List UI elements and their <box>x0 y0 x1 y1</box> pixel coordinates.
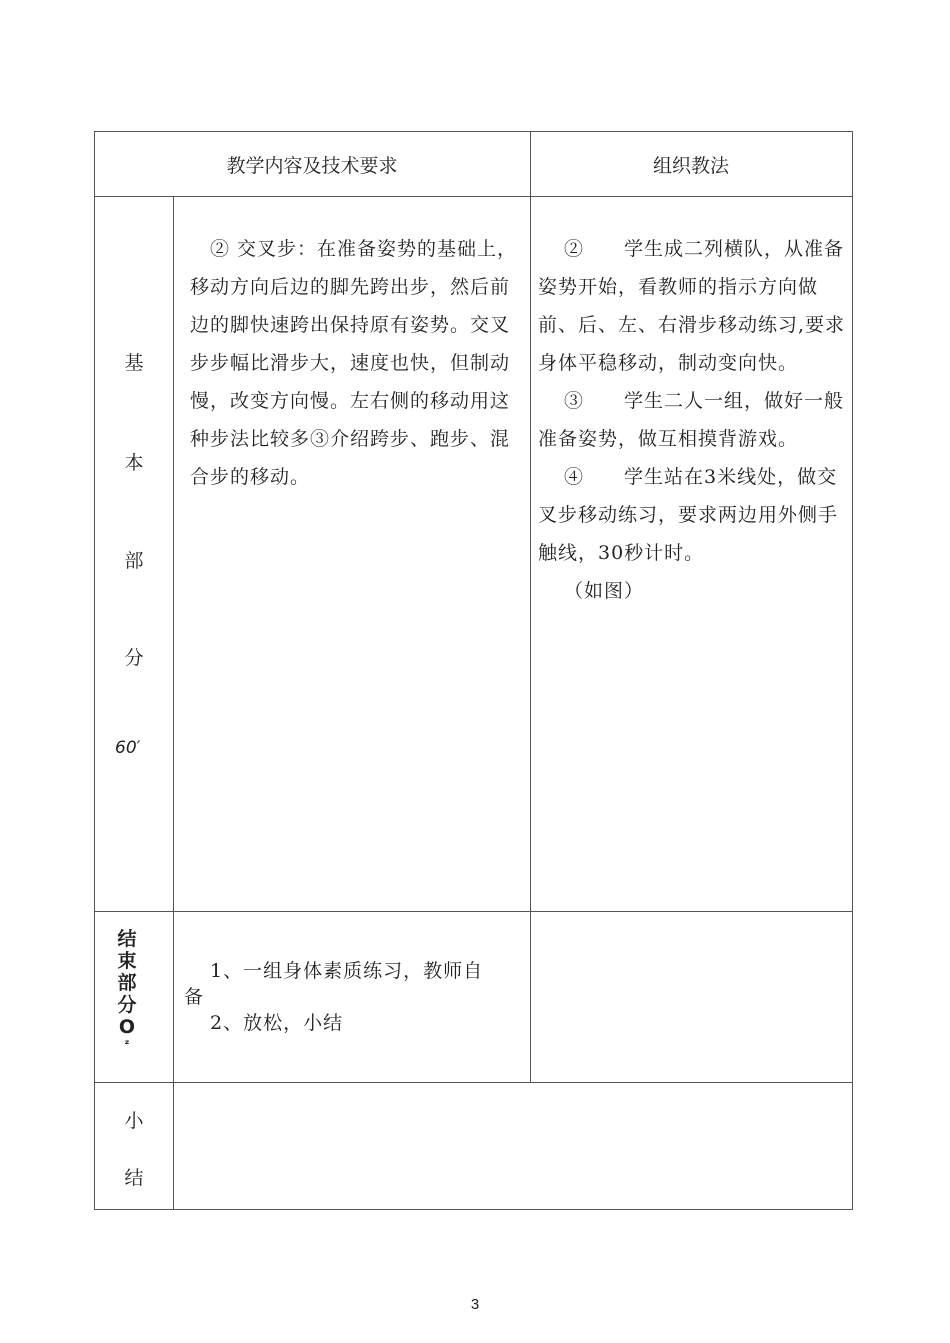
summary-label-char-1: 小 <box>124 1110 144 1132</box>
method-paragraph-3: ③ 学生二人一组，做好一般准备姿势，做互相摸背游戏。 <box>538 390 845 450</box>
basic-section-divider <box>94 911 853 912</box>
method-paragraph-4: ④ 学生站在3米线处，做交叉步移动练习，要求两边用外侧手触线，30秒计时。 <box>538 466 839 564</box>
ending-label-char-1: 结 <box>117 928 137 950</box>
ending-line-1: 1、一组身体素质练习，教师自 <box>210 960 484 982</box>
ending-line-1-wrap: 备 <box>184 986 205 1008</box>
ending-line-2: 2、放松，小结 <box>210 1012 344 1034</box>
page-number: 3 <box>470 1296 480 1313</box>
basic-label-char-4: 分 <box>124 647 144 669</box>
ending-label-char-3: 部 <box>117 972 137 994</box>
table-border-left <box>94 131 95 1210</box>
method-figure-note: （如图） <box>564 580 645 602</box>
ending-label-char-4: 分 <box>117 994 137 1016</box>
table-border-right <box>852 131 853 1210</box>
header-divider <box>94 196 853 197</box>
ending-label-char-2: 束 <box>117 950 137 972</box>
basic-label-char-3: 部 <box>124 550 144 572</box>
basic-content-text: ② 交叉步：在准备姿势的基础上，移动方向后边的脚先跨出步，然后前边的脚快速跨出保持原有姿势。交叉步步幅比滑步大，速度也快，但制动慢，改变方向慢。左右侧的移动用这种步法比较多③介绍跨步、跑步、混合步的移动。 <box>190 238 518 488</box>
basic-duration: 60′ <box>115 738 141 758</box>
ending-section-divider <box>94 1082 853 1083</box>
ending-label-char-6: ᶻ <box>124 1037 130 1051</box>
header-content-requirements: 教学内容及技术要求 <box>226 154 398 177</box>
basic-label-char-1: 基 <box>124 352 144 374</box>
column-divider-method <box>530 131 531 1083</box>
basic-label-char-2: 本 <box>124 452 144 474</box>
header-organization-method: 组织教法 <box>652 154 729 177</box>
ending-section-label <box>112 928 142 1050</box>
method-paragraph-2: ② 学生成二列横队，从准备姿势开始，看教师的指示方向做前、后、左、右滑步移动练习,要求身体平稳移动，制动变向快。 <box>538 238 846 374</box>
ending-content-text <box>184 958 524 1036</box>
table-border-bottom <box>94 1209 853 1210</box>
ending-label-char-5: O <box>118 1016 136 1038</box>
summary-label-char-2: 结 <box>124 1167 144 1189</box>
basic-method-text <box>538 230 846 610</box>
